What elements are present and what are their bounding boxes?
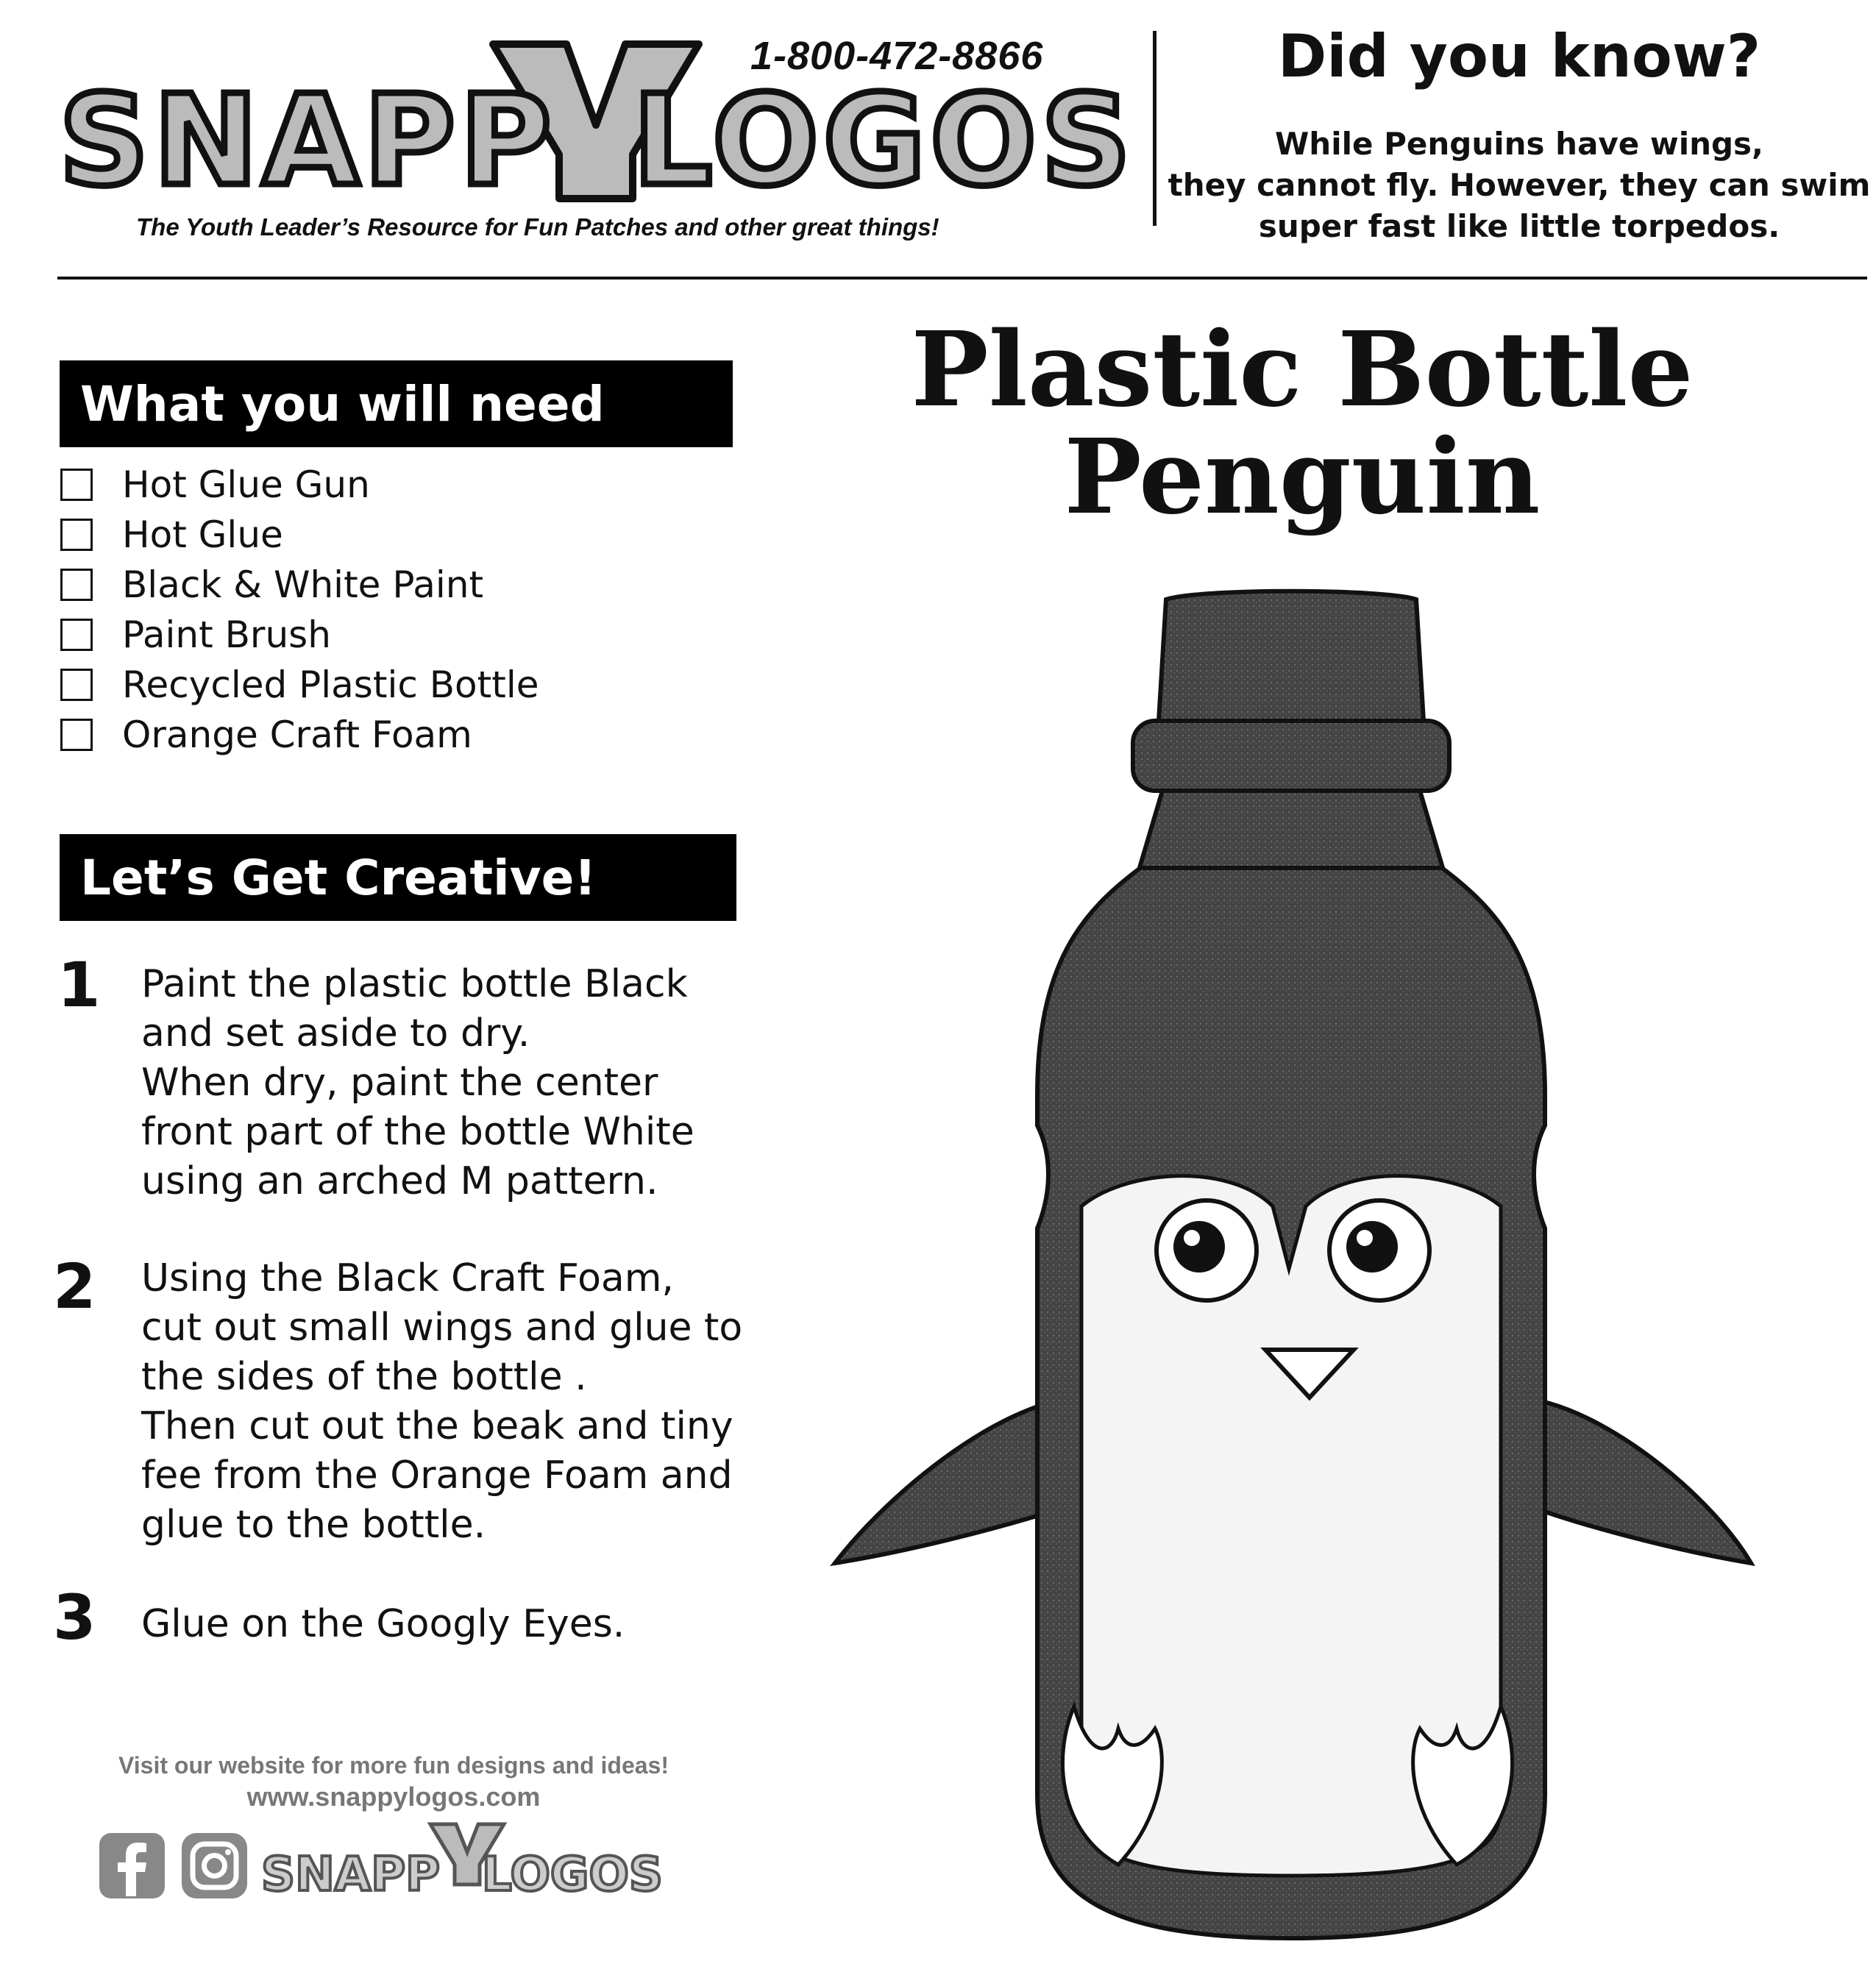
list-item-label: Black & White Paint xyxy=(122,563,484,606)
did-you-know-text: While Penguins have wings, they cannot fly. However, they can swim super fast like little torpedos. xyxy=(1168,126,1871,244)
svg-text:LOGOS: LOGOS xyxy=(482,1848,663,1902)
step-text: Glue on the Googly Eyes. xyxy=(141,1602,625,1646)
snappylogos-footer-logo xyxy=(257,1817,699,1905)
checkbox[interactable] xyxy=(60,619,93,651)
website-link[interactable]: www.snappylogos.com xyxy=(246,1782,541,1812)
step-text: Paint the plastic bottle Black and set aside to dry. When dry, paint the center front part of the bottle White using an arched M pattern. xyxy=(141,962,694,1203)
list-item-label: Paint Brush xyxy=(122,613,331,656)
list-item-label: Orange Craft Foam xyxy=(122,713,472,756)
header-divider xyxy=(1153,31,1156,226)
bottle-penguin-illustration xyxy=(817,581,1766,1964)
list-item xyxy=(60,710,539,760)
supplies-checklist xyxy=(60,460,539,760)
visit-website-text: Visit our website for more fun designs and ideas! xyxy=(118,1752,669,1779)
list-item-label: Hot Glue xyxy=(122,513,283,556)
svg-text:SNAPP: SNAPP xyxy=(59,68,556,214)
checkbox[interactable] xyxy=(60,519,93,551)
needs-heading: What you will need xyxy=(60,360,733,447)
step-text: Using the Black Craft Foam, cut out small wings and glue to the sides of the bottle . Then cut out the beak and tiny fee from the Orange Foam and glue to the bottle. xyxy=(141,1256,743,1547)
list-item xyxy=(60,510,539,560)
list-item xyxy=(60,660,539,710)
instructions-heading: Let’s Get Creative! xyxy=(60,834,736,921)
svg-text:LOGOS: LOGOS xyxy=(633,68,1136,214)
svg-text:SNAPP: SNAPP xyxy=(261,1848,440,1902)
facebook-icon[interactable] xyxy=(98,1832,166,1900)
list-item-label: Recycled Plastic Bottle xyxy=(122,663,539,706)
instagram-icon[interactable] xyxy=(180,1832,249,1900)
phone-number: 1-800-472-8866 xyxy=(750,34,1044,78)
checkbox[interactable] xyxy=(60,719,93,751)
tagline: The Youth Leader’s Resource for Fun Patches and other great things! xyxy=(136,213,939,241)
step-number: 2 xyxy=(53,1250,96,1323)
step-number: 3 xyxy=(53,1581,96,1654)
did-you-know-title: Did you know? xyxy=(1277,22,1761,90)
page-title: Plastic Bottle Penguin xyxy=(911,310,1694,538)
checkbox[interactable] xyxy=(60,569,93,601)
checkbox[interactable] xyxy=(60,669,93,701)
list-item xyxy=(60,560,539,610)
horizontal-divider xyxy=(57,277,1867,280)
step-number: 1 xyxy=(57,949,101,1021)
list-item xyxy=(60,610,539,660)
list-item xyxy=(60,460,539,510)
list-item-label: Hot Glue Gun xyxy=(122,463,370,506)
checkbox[interactable] xyxy=(60,469,93,501)
